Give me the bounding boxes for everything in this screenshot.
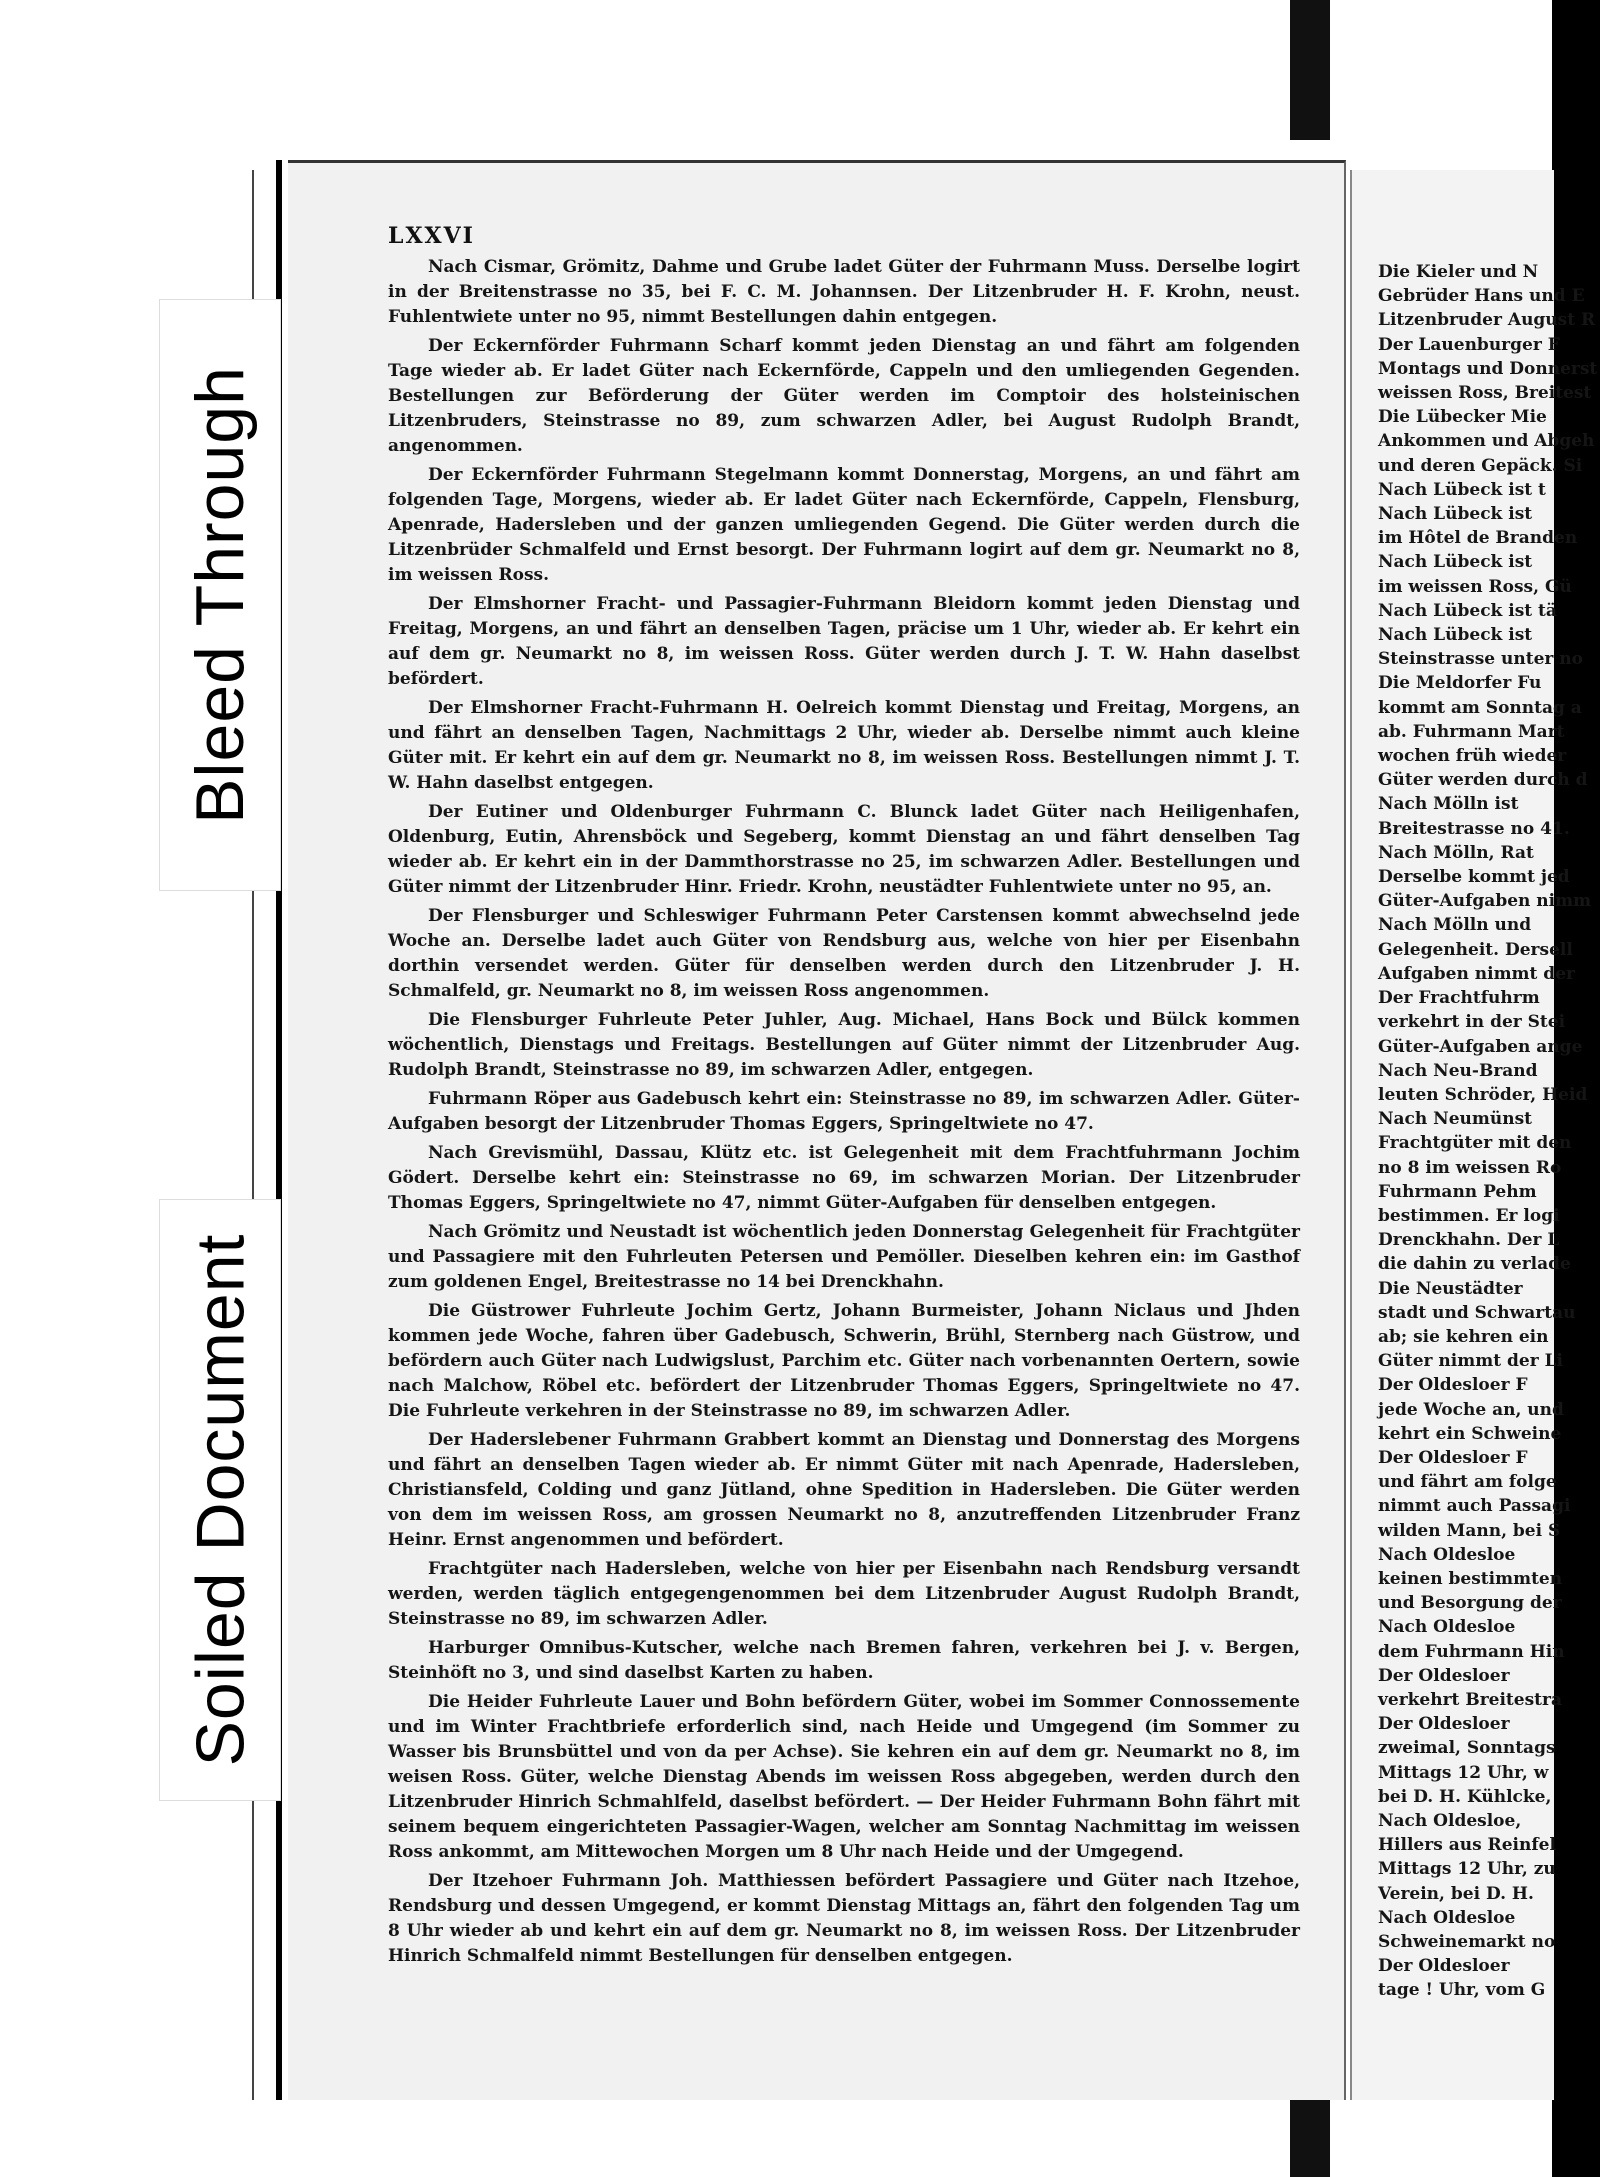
- paragraph: Der Flensburger und Schleswiger Fuhrmann Peter Carstensen kommt abwechselnd jede Woche an. Derselbe ladet auch Güter von Rendsburg aus, welche von hier per Eisenbahn dorthin versendet werden. Güter für denselben werden durch den Litzenbruder J. H. Schmalfeld, gr. Neumarkt no 8, im weissen Ross angenommen.: [388, 906, 1300, 1001]
- right-page-line: wilden Mann, bei S: [1378, 1520, 1561, 1541]
- right-page-line: Der Oldesloer F: [1378, 1375, 1528, 1396]
- right-page-line: ab; sie kehren ein: [1378, 1326, 1549, 1347]
- right-page-line: Montags und Donnerst: [1378, 358, 1598, 379]
- book-spine-top: [1290, 0, 1330, 140]
- right-page-line: Der Oldesloer: [1378, 1714, 1510, 1735]
- right-page-line: jede Woche an, und: [1378, 1399, 1564, 1420]
- right-page-line: Fuhrmann Pehm: [1378, 1181, 1537, 1202]
- right-page-content: [1378, 260, 1598, 2003]
- right-page-line: Drenckhahn. Der L: [1378, 1230, 1560, 1251]
- right-page-line: verkehrt Breitestra: [1378, 1689, 1562, 1710]
- paragraph-list: [388, 255, 1300, 1969]
- right-page-line: Die Neustädter: [1378, 1278, 1523, 1299]
- right-page-line: Schweinemarkt no: [1378, 1932, 1556, 1953]
- right-page-line: Der Oldesloer: [1378, 1956, 1510, 1977]
- right-page-line: keinen bestimmten: [1378, 1568, 1563, 1589]
- right-page-line: Nach Oldesloe,: [1378, 1811, 1522, 1831]
- right-page-line: Nach Lübeck ist: [1378, 504, 1533, 525]
- right-page-line: bei D. H. Kühlcke,: [1378, 1786, 1552, 1807]
- right-page-line: Gebrüder Hans und E: [1378, 286, 1585, 307]
- right-page-line: Mittags 12 Uhr, w: [1378, 1762, 1549, 1783]
- right-page-line: Derselbe kommt jed: [1378, 867, 1570, 888]
- right-page-line: Frachtgüter mit den: [1378, 1133, 1572, 1154]
- right-page-line: Aufgaben nimmt der: [1378, 963, 1575, 984]
- right-page-line: Mittags 12 Uhr, zu: [1378, 1859, 1556, 1880]
- paragraph: Die Güstrower Fuhrleute Jochim Gertz, Johann Burmeister, Johann Niclaus und Jhden kommen jede Woche, fahren über Gadebusch, Schwerin, Brühl, Sternberg nach Güstrow, und befördern auch Güter nach Ludwigslust, Parchim etc. Güter nach vorbenannten Oertern, sowie nach Malchow, Röbel etc. befördert der Litzenbruder Thomas Eggers, Springeltwiete no 47. Die Fuhrleute verkehren in der Steinstrasse no 89, im schwarzen Adler.: [388, 1301, 1300, 1421]
- paragraph: Frachtgüter nach Hadersleben, welche von hier per Eisenbahn nach Rendsburg versandt werden, werden täglich entgegengenommen bei dem Litzenbruder August Rudolph Brandt, Steinstrasse no 89, im schwarzen Adler.: [388, 1559, 1300, 1629]
- paragraph: Der Haderslebener Fuhrmann Grabbert kommt an Dienstag und Donnerstag des Morgens und fährt an denselben Tagen wieder ab. Er nimmt Güter mit nach Apenrade, Hadersleben, Christiansfeld, Colding und ganz Jütland, ohne Spedition in Hadersleben. Die Güter werden von dem im weissen Ross, am grossen Neumarkt no 8, anzutreffenden Litzenbruder Franz Heinr. Ernst angenommen und befördert.: [388, 1430, 1300, 1550]
- paragraph: Der Elmshorner Fracht-Fuhrmann H. Oelreich kommt Dienstag und Freitag, Morgens, an und fährt an denselben Tagen, Nachmittags 2 Uhr, wieder ab. Derselbe nimmt auch kleine Güter mit. Er kehrt ein auf dem gr. Neumarkt no 8, im weissen Ross. Bestellungen nimmt J. T. W. Hahn daselbst entgegen.: [388, 698, 1300, 793]
- right-page-line: Der Lauenburger F: [1378, 334, 1560, 355]
- right-page-line: verkehrt in der Stei: [1378, 1012, 1566, 1033]
- right-page-line: Gelegenheit. Dersell: [1378, 939, 1573, 960]
- paragraph: Der Eutiner und Oldenburger Fuhrmann C. Blunck ladet Güter nach Heiligenhafen, Oldenburg, Eutin, Ahrensböck und Segeberg, kommt Dienstag an und fährt denselben Tag wieder ab. Er kehrt ein in der Dammthorstrasse no 25, im schwarzen Adler. Bestellungen und Güter nimmt der Litzenbruder Hinr. Friedr. Krohn, neustädter Fuhlentwiete unter no 95, an.: [388, 802, 1300, 897]
- paragraph: Nach Cismar, Grömitz, Dahme und Grube ladet Güter der Fuhrmann Muss. Derselbe logirt in der Breitenstrasse no 35, bei F. C. M. Johannsen. Der Litzenbruder H. F. Krohn, neust. Fuhlentwiete unter no 95, nimmt Bestellungen dahin entgegen.: [388, 257, 1300, 327]
- right-page-line: dem Fuhrmann Hin: [1378, 1641, 1565, 1662]
- soiled-document-label: [160, 1200, 280, 1800]
- paragraph: Der Itzehoer Fuhrmann Joh. Matthiessen befördert Passagiere und Güter nach Itzehoe, Rendsburg und dessen Umgegend, er kommt Dienstag Mittags an, fährt den folgenden Tag um 8 Uhr wieder ab und kehrt ein auf dem gr. Neumarkt no 8, im weissen Ross. Der Litzenbruder Hinrich Schmalfeld nimmt Bestellungen für denselben entgegen.: [388, 1871, 1300, 1966]
- paragraph: Der Elmshorner Fracht- und Passagier-Fuhrmann Bleidorn kommt jeden Dienstag und Freitag, Morgens, an und fährt an denselben Tagen, präcise um 1 Uhr, wieder ab. Er kehrt ein auf dem gr. Neumarkt no 8, im weissen Ross. Güter werden durch J. T. W. Hahn daselbst befördert.: [388, 594, 1300, 689]
- right-page-line: Breitestrasse no 41.: [1378, 818, 1570, 839]
- right-page-line: Nach Lübeck ist tä: [1378, 600, 1557, 621]
- right-page-line: weissen Ross, Breitest: [1378, 383, 1592, 404]
- paragraph: Nach Grevismühl, Dassau, Klütz etc. ist Gelegenheit mit dem Frachtfuhrmann Jochim Gödert. Derselbe kehrt ein: Steinstrasse no 69, im schwarzen Morian. Der Litzenbruder Thomas Eggers, Springeltwiete no 47, nimmt Güter-Aufgaben für denselben entgegen.: [388, 1143, 1300, 1213]
- paragraph: Fuhrmann Röper aus Gadebusch kehrt ein: Steinstrasse no 89, im schwarzen Adler. Güter-Aufgaben besorgt der Litzenbruder Thomas Eggers, Springeltwiete no 47.: [388, 1089, 1300, 1134]
- right-page-line: stadt und Schwartau: [1378, 1302, 1576, 1323]
- right-page-line: die dahin zu verlade: [1378, 1254, 1571, 1275]
- right-page-line: Ankommen und Abgeh: [1378, 431, 1595, 452]
- document-page-left: [288, 160, 1346, 2100]
- right-page-line: und deren Gepäck. Si: [1378, 455, 1583, 476]
- right-page-line: Güter-Aufgaben ange: [1378, 1036, 1583, 1057]
- right-page-line: leuten Schröder, Heid: [1378, 1084, 1588, 1105]
- right-page-line: und fährt am folge: [1378, 1472, 1557, 1493]
- page-number: LXXVI: [388, 223, 475, 249]
- right-page-line: Der Frachtfuhrm: [1378, 988, 1540, 1009]
- right-page-line: Litzenbruder August R: [1378, 310, 1596, 331]
- right-page-line: Güter nimmt der Li: [1378, 1351, 1563, 1372]
- right-page-line: Nach Mölln ist: [1378, 794, 1519, 815]
- right-page-line: Hillers aus Reinfel: [1378, 1835, 1556, 1856]
- right-page-line: Nach Neumünst: [1378, 1109, 1533, 1130]
- right-page-line: Nach Lübeck ist t: [1378, 479, 1546, 500]
- right-page-line: Nach Neu-Brand: [1378, 1060, 1538, 1081]
- paragraph: Harburger Omnibus-Kutscher, welche nach Bremen fahren, verkehren bei J. v. Bergen, Steinhöft no 3, und sind daselbst Karten zu haben.: [388, 1638, 1300, 1683]
- page-content: [388, 223, 1300, 1973]
- right-page-line: im Hôtel de Branden: [1378, 528, 1578, 549]
- paragraph: Die Heider Fuhrleute Lauer und Bohn befördern Güter, wobei im Sommer Connossemente und im Winter Frachtbriefe erforderlich sind, nach Heide und Umgegend (im Sommer zu Wasser bis Brunsbüttel und von da per Achse). Sie kehren ein auf dem gr. Neumarkt no 8, im weisen Ross. Güter, welche Dienstag Abends im weissen Ross abgegeben, werden durch den Litzenbruder Hinrich Schmahlfeld, daselbst befördert. — Der Heider Fuhrmann Bohn fährt mit seinem bequem eingerichteten Passagier-Wagen, welcher am Sonntag Nachmittag im weissen Ross ankommt, am Mittewochen Morgen um 8 Uhr nach Heide und der Umgegend.: [388, 1692, 1300, 1862]
- paragraph: Nach Grömitz und Neustadt ist wöchentlich jeden Donnerstag Gelegenheit für Frachtgüter und Passagiere mit den Fuhrleuten Petersen und Pemöller. Dieselben kehren ein: im Gasthof zum goldenen Engel, Breitestrasse no 14 bei Drenckhahn.: [388, 1222, 1300, 1292]
- soiled-document-label-text: Soiled Document: [182, 1233, 258, 1767]
- bleed-through-label: [160, 300, 280, 890]
- right-page-line: Die Kieler und N: [1378, 262, 1539, 282]
- right-page-line: ab. Fuhrmann Mart: [1378, 721, 1565, 742]
- right-page-line: kommt am Sonntag a: [1378, 697, 1582, 718]
- right-page-line: Nach Mölln und: [1378, 915, 1532, 936]
- book-spine-bottom: [1290, 2100, 1330, 2177]
- right-page-line: no 8 im weissen Ro: [1378, 1157, 1562, 1178]
- right-page-line: im weissen Ross, Gü: [1378, 576, 1572, 597]
- right-page-line: nimmt auch Passagi: [1378, 1496, 1571, 1517]
- paragraph: Der Eckernförder Fuhrmann Stegelmann kommt Donnerstag, Morgens, an und fährt am folgenden Tage, Morgens, wieder ab. Er ladet Güter nach Eckernförde, Cappeln, Flensburg, Apenrade, Hadersleben und der ganzen umliegenden Gegend. Die Güter werden durch die Litzenbrüder Schmalfeld und Ernst besorgt. Der Fuhrmann logirt auf dem gr. Neumarkt no 8, im weissen Ross.: [388, 465, 1300, 585]
- right-page-line: Der Oldesloer F: [1378, 1447, 1528, 1468]
- paragraph: Die Flensburger Fuhrleute Peter Juhler, Aug. Michael, Hans Bock und Bülck kommen wöchentlich, Dienstags und Freitags. Bestellungen auf Güter nimmt der Litzenbruder Aug. Rudolph Brandt, Steinstrasse no 89, im schwarzen Adler, entgegen.: [388, 1010, 1300, 1080]
- right-page-line: kehrt ein Schweine: [1378, 1423, 1562, 1444]
- right-page-line: Nach Oldesloe: [1378, 1907, 1516, 1928]
- bleed-through-label-text: Bleed Through: [182, 366, 259, 824]
- right-page-line: Nach Oldesloe: [1378, 1617, 1516, 1638]
- paragraph: Der Eckernförder Fuhrmann Scharf kommt jeden Dienstag an und fährt am folgenden Tage wieder ab. Er ladet Güter nach Eckernförde, Cappeln und den umliegenden Gegenden. Bestellungen zur Beförderung der Güter werden im Comptoir des holsteinischen Litzenbruders, Steinstrasse no 89, zum schwarzen Adler, bei August Rudolph Brandt, angenommen.: [388, 336, 1300, 456]
- right-page-line: wochen früh wieder: [1378, 746, 1567, 767]
- right-page-line: tage ! Uhr, vom G: [1378, 1980, 1546, 2001]
- right-page-line: Güter werden durch d: [1378, 770, 1588, 791]
- document-page-right: [1350, 170, 1598, 2100]
- right-page-line: zweimal, Sonntags: [1378, 1738, 1556, 1759]
- right-page-line: und Besorgung der: [1378, 1593, 1562, 1614]
- right-page-line: Die Lübecker Mie: [1378, 407, 1547, 428]
- right-page-line: Verein, bei D. H.: [1378, 1883, 1534, 1904]
- right-page-line: Nach Mölln, Rat: [1378, 842, 1534, 863]
- right-page-line: Steinstrasse unter no: [1378, 649, 1583, 670]
- right-page-line: Nach Lübeck ist: [1378, 625, 1533, 646]
- right-page-line: Güter-Aufgaben nimm: [1378, 891, 1592, 912]
- right-page-line: Nach Oldesloe: [1378, 1544, 1516, 1565]
- right-page-line: bestimmen. Er logi: [1378, 1205, 1560, 1226]
- right-page-line: Die Meldorfer Fu: [1378, 673, 1542, 694]
- right-page-line: Der Oldesloer: [1378, 1665, 1510, 1686]
- right-page-line: Nach Lübeck ist: [1378, 552, 1533, 573]
